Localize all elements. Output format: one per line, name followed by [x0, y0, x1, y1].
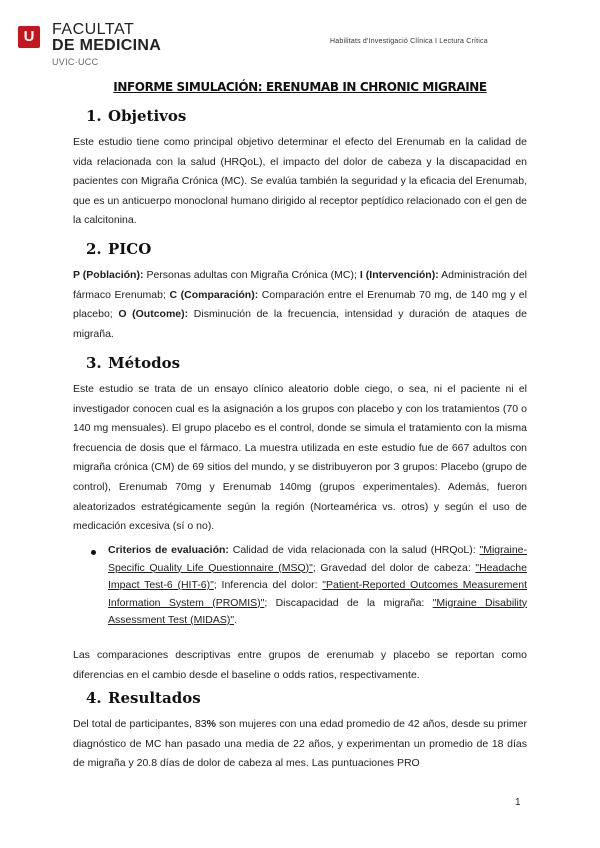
section-heading-resultados: 4. Resultados	[86, 689, 201, 707]
section-heading-objetivos: 1. Objetivos	[86, 107, 187, 125]
resultados-paragraph: Del total de participantes, 83% son mujeres con una edad promedio de 42 años, desde su primer diagnóstico de MC han pasado una media de 22 años, y experimentan un promedio de 18 días de migraña y 20.8 días de dolor de cabeza al mes. Las puntuaciones PRO	[73, 718, 527, 770]
logo-letter: U	[23, 28, 35, 45]
page-number: 1	[515, 797, 521, 808]
pico-paragraph: P (Población): Personas adultas con Migraña Crónica (MC); I (Intervención): Administración del fármaco Erenumab; C (Comparación): Comparación entre el Erenumab 70 mg, de 140 mg y el placebo; O (Outcome): Disminución de la frecuencia, intensidad y duración de ataques de migraña.	[73, 269, 527, 340]
evaluation-criteria-item: Criterios de evaluación: Calidad de vida relacionada con la salud (HRQoL): "Migraine-Specific Quality Life Questionnaire (MSQ)"; Gravedad del dolor de cabeza: "Headache Impact Test-6 (HIT-6)"; Inferencia del dolor: "Patient-Reported Outcomes Measurement Information System (PROMIS)"; Discapacidad de la migraña: "Migraine Disability Assessment Test (MIDAS)".	[108, 544, 528, 626]
promis-reference: "Patient-Reported Outcomes Measurement Information System (PROMIS)"	[108, 579, 527, 609]
course-title: Habilitats d'Investigació Clínica I Lectura Crítica	[330, 38, 488, 45]
metodos-paragraph: Este estudio se trata de un ensayo clínico aleatorio doble ciego, o sea, ni el paciente ni el investigador conocen cual es la asignación a los grupos con placebo y con los tratamientos (70 o 140 mg mensuales). El grupo placebo es el control, donde se simula el tratamiento con la misma frecuencia de dosis que el fármaco. La muestra utilizada en este estudio fue de 667 adultos con migraña crónica (CM) de 69 sitios del mundo, y se distribuyeron por 3 grupos: Placebo (grupo de control), Erenumab 70mg y Erenumab 140mg (grupos experimentales). Además, fueron aleatorizados estratégicamente según la región (Norteamérica vs. otros) y según el uso de medicación excesiva (sí o no).	[73, 383, 527, 533]
metodos-closing-paragraph: Las comparaciones descriptivas entre grupos de erenumab y placebo se reportan como diferencias en el cambio desde el baseline o odds ratios, respectivamente.	[73, 649, 527, 681]
bullet-point	[91, 550, 96, 555]
faculty-name-line1: FACULTAT	[52, 21, 135, 38]
section-heading-metodos: 3. Métodos	[86, 354, 181, 372]
university-name: UVIC·UCC	[52, 57, 99, 67]
midas-reference: "Migraine Disability Assessment Test (MIDAS)"	[108, 596, 528, 626]
hit6-reference: "Headache Impact Test-6 (HIT-6)"	[108, 561, 527, 591]
section-heading-pico: 2. PICO	[86, 240, 152, 258]
university-logo	[18, 26, 40, 48]
faculty-name-line2: DE MEDICINA	[52, 37, 162, 54]
objetivos-paragraph: Este estudio tiene como principal objetivo determinar el efecto del Erenumab en la calidad de vida relacionada con la salud (HRQoL), el impacto del dolor de cabeza y la discapacidad en pacientes con Migraña Crónica (MC). Se evalúa también la seguridad y la eficacia del Erenumab, que es un anticuerpo monoclonal humano dirigido al receptor peptídico relacionado con el gen de la calcitonina.	[73, 136, 527, 227]
document-title: INFORME SIMULACIÓN: ERENUMAB IN CHRONIC MIGRAINE	[113, 80, 487, 94]
msq-reference: "Migraine-Specific Quality Life Questionnaire (MSQ)"	[108, 544, 527, 574]
